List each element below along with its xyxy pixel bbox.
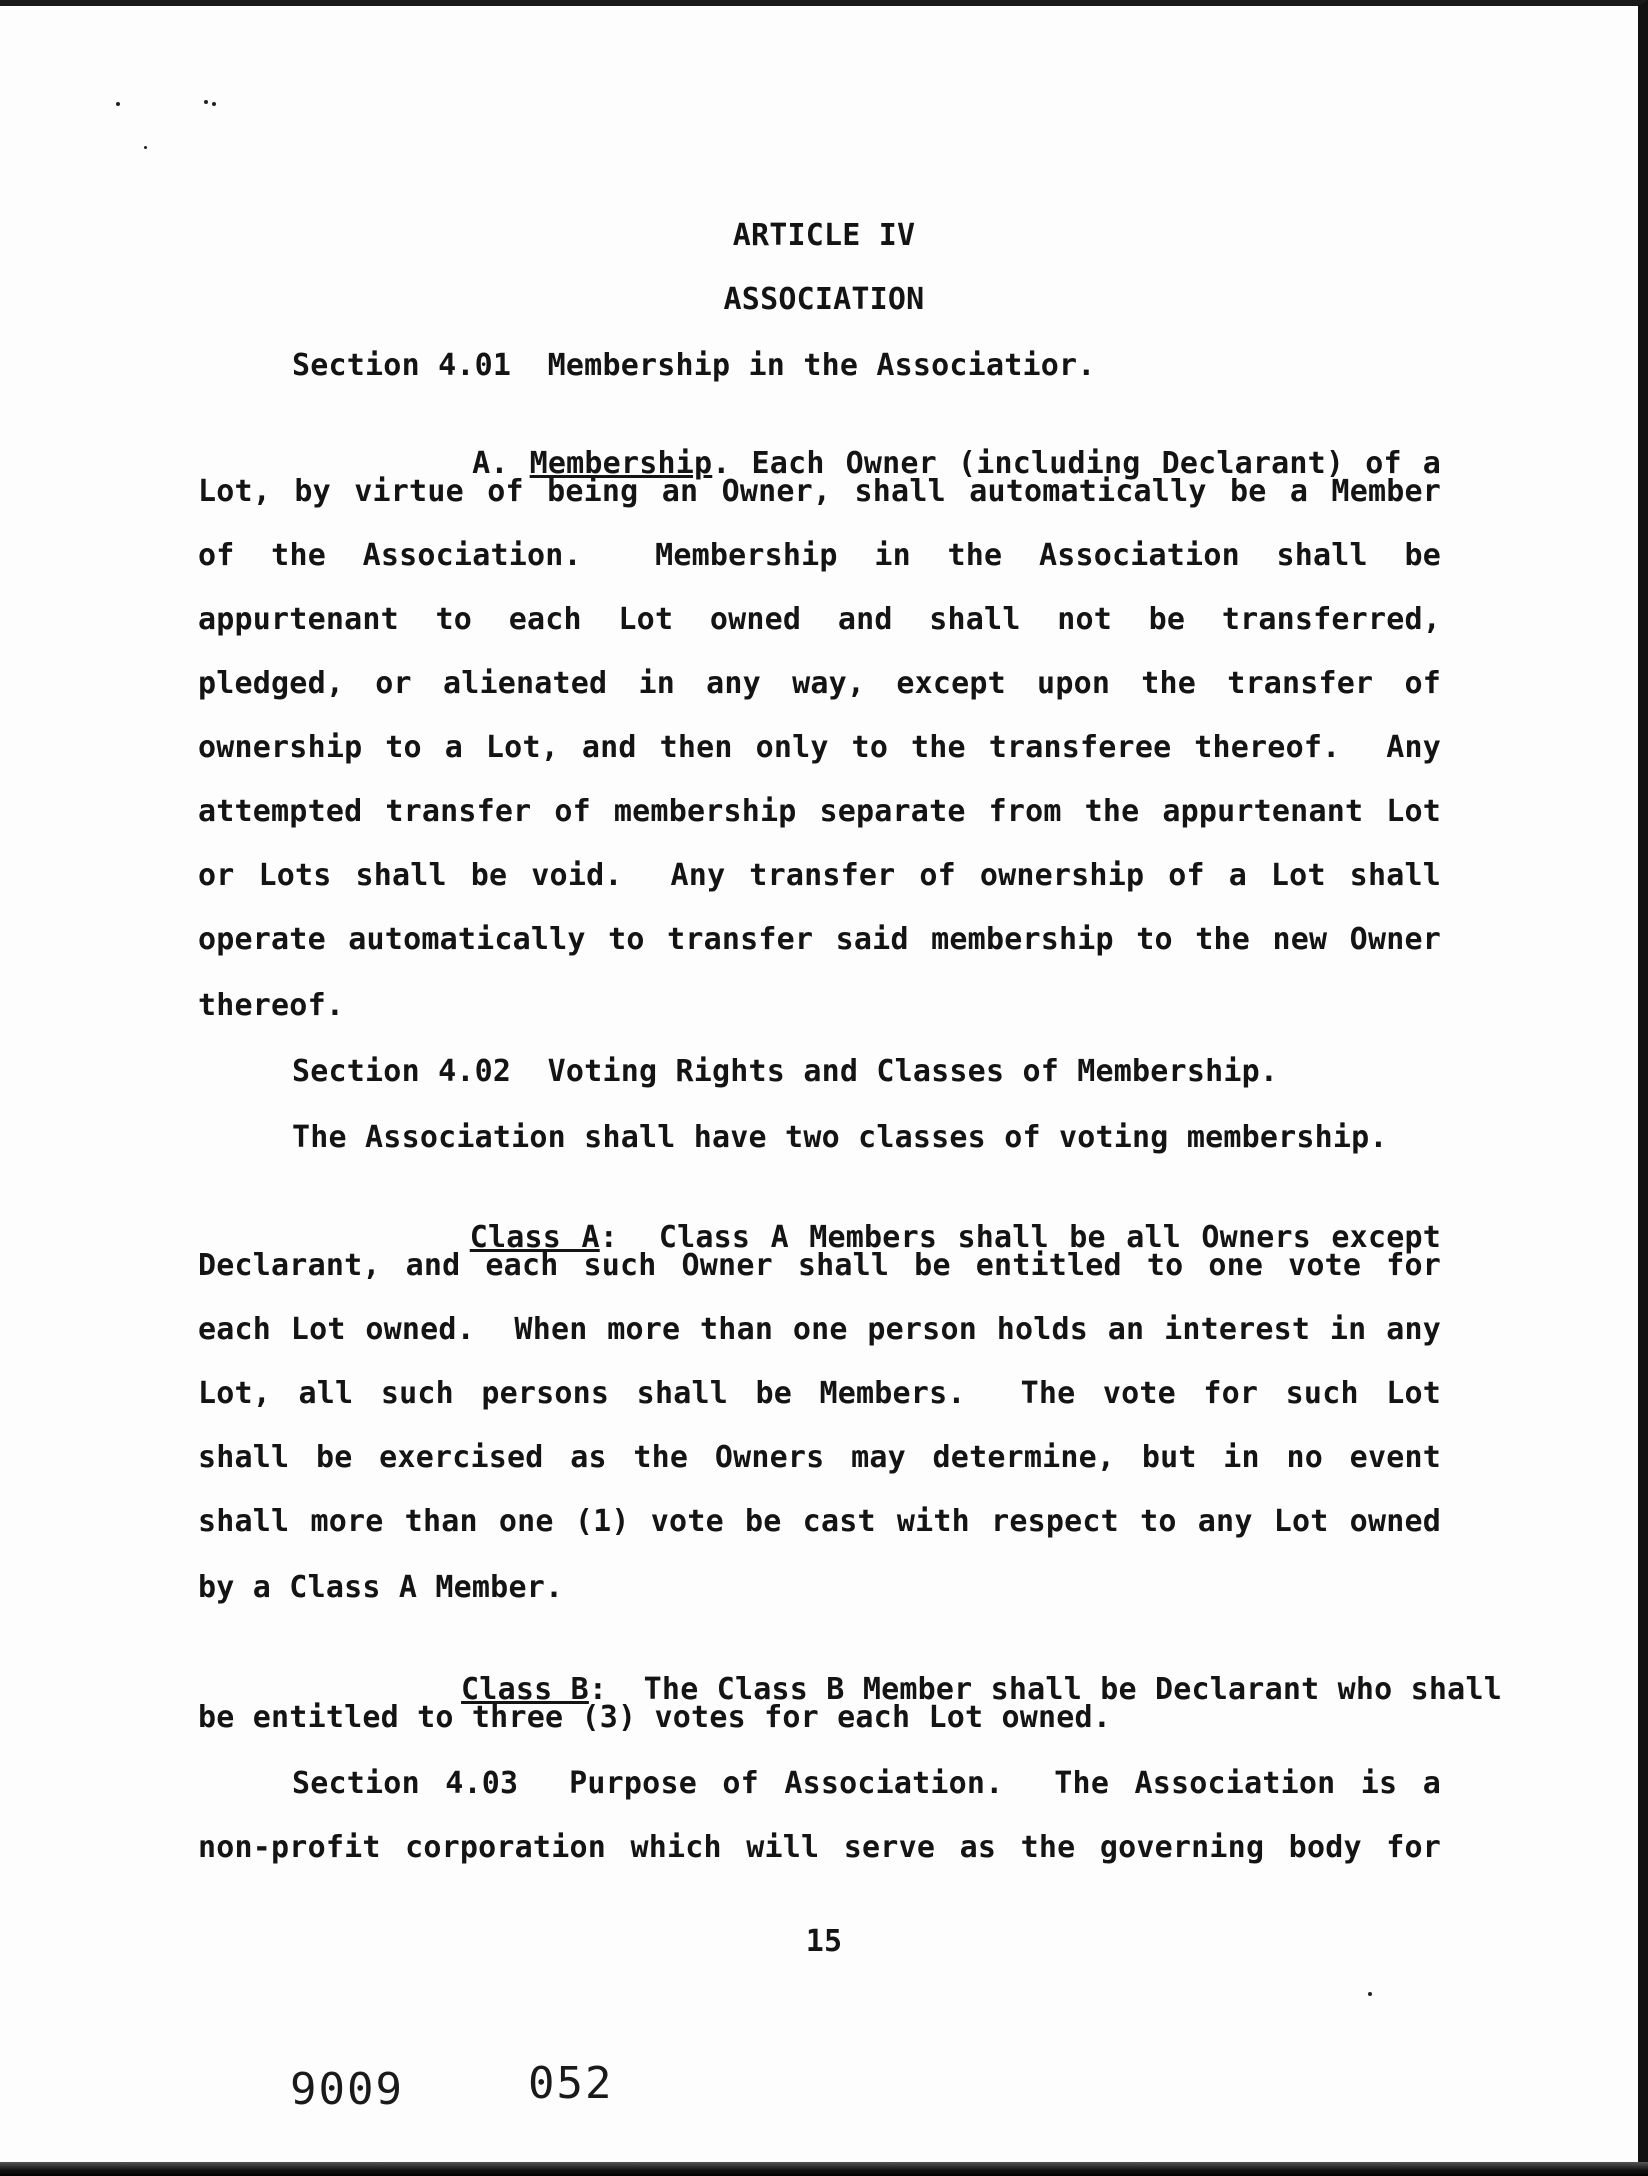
page-number: 15 bbox=[805, 1924, 843, 1959]
class-b-text: : The Class B Member shall be Declarant who shall bbox=[588, 1672, 1502, 1707]
class-a-line: each Lot owned. When more than one person holds an interest in any bbox=[198, 1312, 1441, 1347]
scan-speck bbox=[144, 146, 147, 149]
paragraph-a-line: appurtenant to each Lot owned and shall not be transferred, bbox=[198, 602, 1441, 637]
class-a-line: shall more than one (1) vote be cast with respect to any Lot owned bbox=[198, 1504, 1441, 1539]
scan-speck bbox=[204, 100, 208, 104]
paragraph-a-line: ownership to a Lot, and then only to the transferee thereof. Any bbox=[198, 730, 1441, 765]
paragraph-a-line: operate automatically to transfer said membership to the new Owner bbox=[198, 922, 1441, 957]
section-4-02-heading: Section 4.02 Voting Rights and Classes of Membership. bbox=[292, 1054, 1279, 1089]
class-a-line: by a Class A Member. bbox=[198, 1570, 564, 1605]
section-4-01-heading: Section 4.01 Membership in the Associatior. bbox=[292, 348, 1096, 383]
scan-border bbox=[0, 2162, 1648, 2176]
scan-speck bbox=[116, 102, 120, 106]
paragraph-a-text: . Each Owner (including Declarant) of a bbox=[712, 446, 1442, 481]
paragraph-a-line: pledged, or alienated in any way, except upon the transfer of bbox=[198, 666, 1441, 701]
paragraph-a-label: A. bbox=[472, 446, 509, 481]
article-heading: ARTICLE IV bbox=[732, 218, 916, 253]
membership-term: Membership bbox=[529, 446, 713, 481]
paragraph-a-line: or Lots shall be void. Any transfer of ownership of a Lot shall bbox=[198, 858, 1441, 893]
class-a-line: shall be exercised as the Owners may determine, but in no event bbox=[198, 1440, 1441, 1475]
section-4-03-line: Section 4.03 Purpose of Association. The Association is a bbox=[292, 1766, 1441, 1801]
article-title: ASSOCIATION bbox=[723, 282, 925, 317]
scan-speck bbox=[212, 102, 216, 106]
paragraph-a-line: thereof. bbox=[198, 988, 345, 1023]
scan-speck bbox=[1368, 1992, 1372, 1996]
class-b-term: Class B bbox=[461, 1672, 589, 1707]
class-a-line: Lot, all such persons shall be Members. The vote for such Lot bbox=[198, 1376, 1441, 1411]
class-b-line: be entitled to three (3) votes for each Lot owned. bbox=[198, 1700, 1112, 1735]
paragraph-a-line: of the Association. Membership in the Association shall be bbox=[198, 538, 1441, 573]
document-stamp-number: 9009 bbox=[290, 2064, 404, 2115]
class-a-term: Class A bbox=[469, 1220, 600, 1255]
section-4-02-intro: The Association shall have two classes of voting membership. bbox=[292, 1120, 1388, 1155]
document-stamp-number: 052 bbox=[528, 2058, 614, 2109]
section-4-03-line: non-profit corporation which will serve as the governing body for bbox=[198, 1830, 1441, 1865]
paragraph-a-line: attempted transfer of membership separate from the appurtenant Lot bbox=[198, 794, 1441, 829]
paragraph-a-line: Lot, by virtue of being an Owner, shall automatically be a Member bbox=[198, 474, 1441, 509]
class-a-text: : Class A Members shall be all Owners except bbox=[599, 1220, 1441, 1255]
class-a-line: Declarant, and each such Owner shall be entitled to one vote for bbox=[198, 1248, 1441, 1283]
